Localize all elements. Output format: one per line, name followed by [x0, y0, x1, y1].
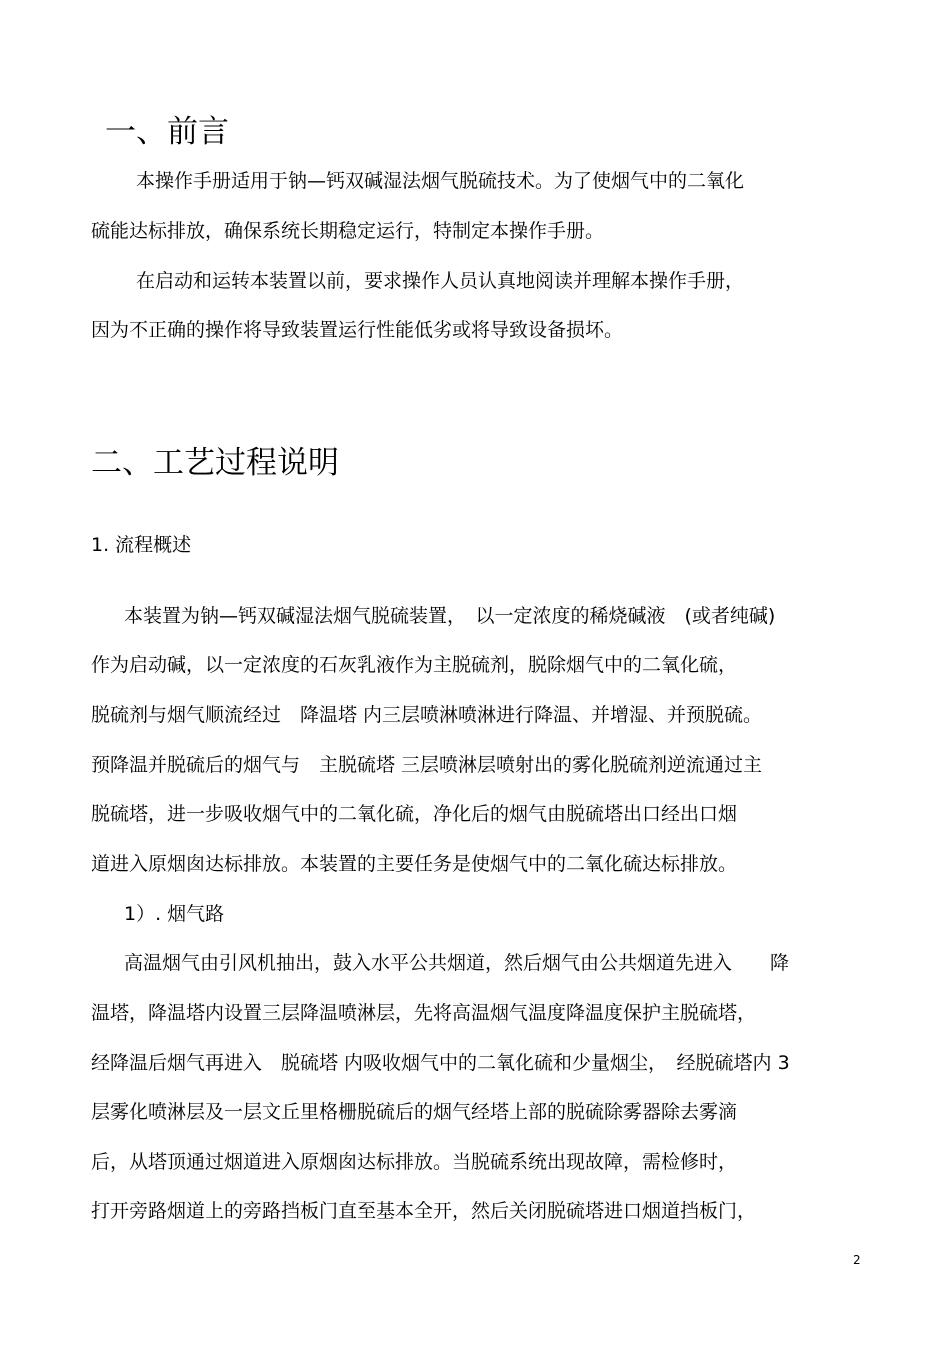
paragraph-line: 本装置为钠—钙双碱湿法烟气脱硫装置， 以一定浓度的稀烧碱液 (或者纯碱) [124, 605, 776, 627]
paragraph-line: 温塔，降温塔内设置三层降温喷淋层，先将高温烟气温度降温度保护主脱硫塔， [91, 1002, 757, 1024]
page-number: 2 [853, 1253, 861, 1267]
paragraph-line: 硫能达标排放，确保系统长期稳定运行，特制定本操作手册。 [91, 220, 605, 242]
section-heading-preface: 一、前言 [105, 114, 229, 150]
subsubsection-heading-flue-gas-path: 1）. 烟气路 [124, 903, 225, 925]
paragraph-line: 本操作手册适用于钠—钙双碱湿法烟气脱硫技术。为了使烟气中的二氧化 [136, 170, 745, 192]
paragraph-line: 高温烟气由引风机抽出，鼓入水平公共烟道，然后烟气由公共烟道先进入 降 [124, 952, 790, 974]
paragraph-line: 作为启动碱，以一定浓度的石灰乳液作为主脱硫剂，脱除烟气中的二氧化硫， [91, 654, 738, 676]
paragraph-line: 层雾化喷淋层及一层文丘里格栅脱硫后的烟气经塔上部的脱硫除雾器除去雾滴 [91, 1101, 738, 1123]
paragraph-line: 因为不正确的操作将导致装置运行性能低劣或将导致设备损坏。 [91, 319, 624, 341]
paragraph-line: 道进入原烟囱达标排放。本装置的主要任务是使烟气中的二氧化硫达标排放。 [91, 853, 738, 875]
paragraph-line: 经降温后烟气再进入 脱硫塔 内吸收烟气中的二氧化硫和少量烟尘， 经脱硫塔内 3 [91, 1052, 790, 1074]
paragraph-line: 预降温并脱硫后的烟气与 主脱硫塔 三层喷淋层喷射出的雾化脱硫剂逆流通过主 [91, 754, 763, 776]
paragraph-line: 后，从塔顶通过烟道进入原烟囱达标排放。当脱硫系统出现故障，需检修时， [91, 1151, 738, 1173]
subsection-heading-flow-overview: 1. 流程概述 [91, 534, 192, 556]
paragraph-line: 脱硫剂与烟气顺流经过 降温塔 内三层喷淋喷淋进行降温、并增湿、并预脱硫。 [91, 704, 763, 726]
paragraph-line: 在启动和运转本装置以前，要求操作人员认真地阅读并理解本操作手册， [136, 270, 745, 292]
section-heading-process: 二、工艺过程说明 [91, 445, 339, 481]
paragraph-line: 脱硫塔，进一步吸收烟气中的二氧化硫，净化后的烟气由脱硫塔出口经出口烟 [91, 803, 738, 825]
paragraph-line: 打开旁路烟道上的旁路挡板门直至基本全开，然后关闭脱硫塔进口烟道挡板门， [91, 1200, 757, 1222]
